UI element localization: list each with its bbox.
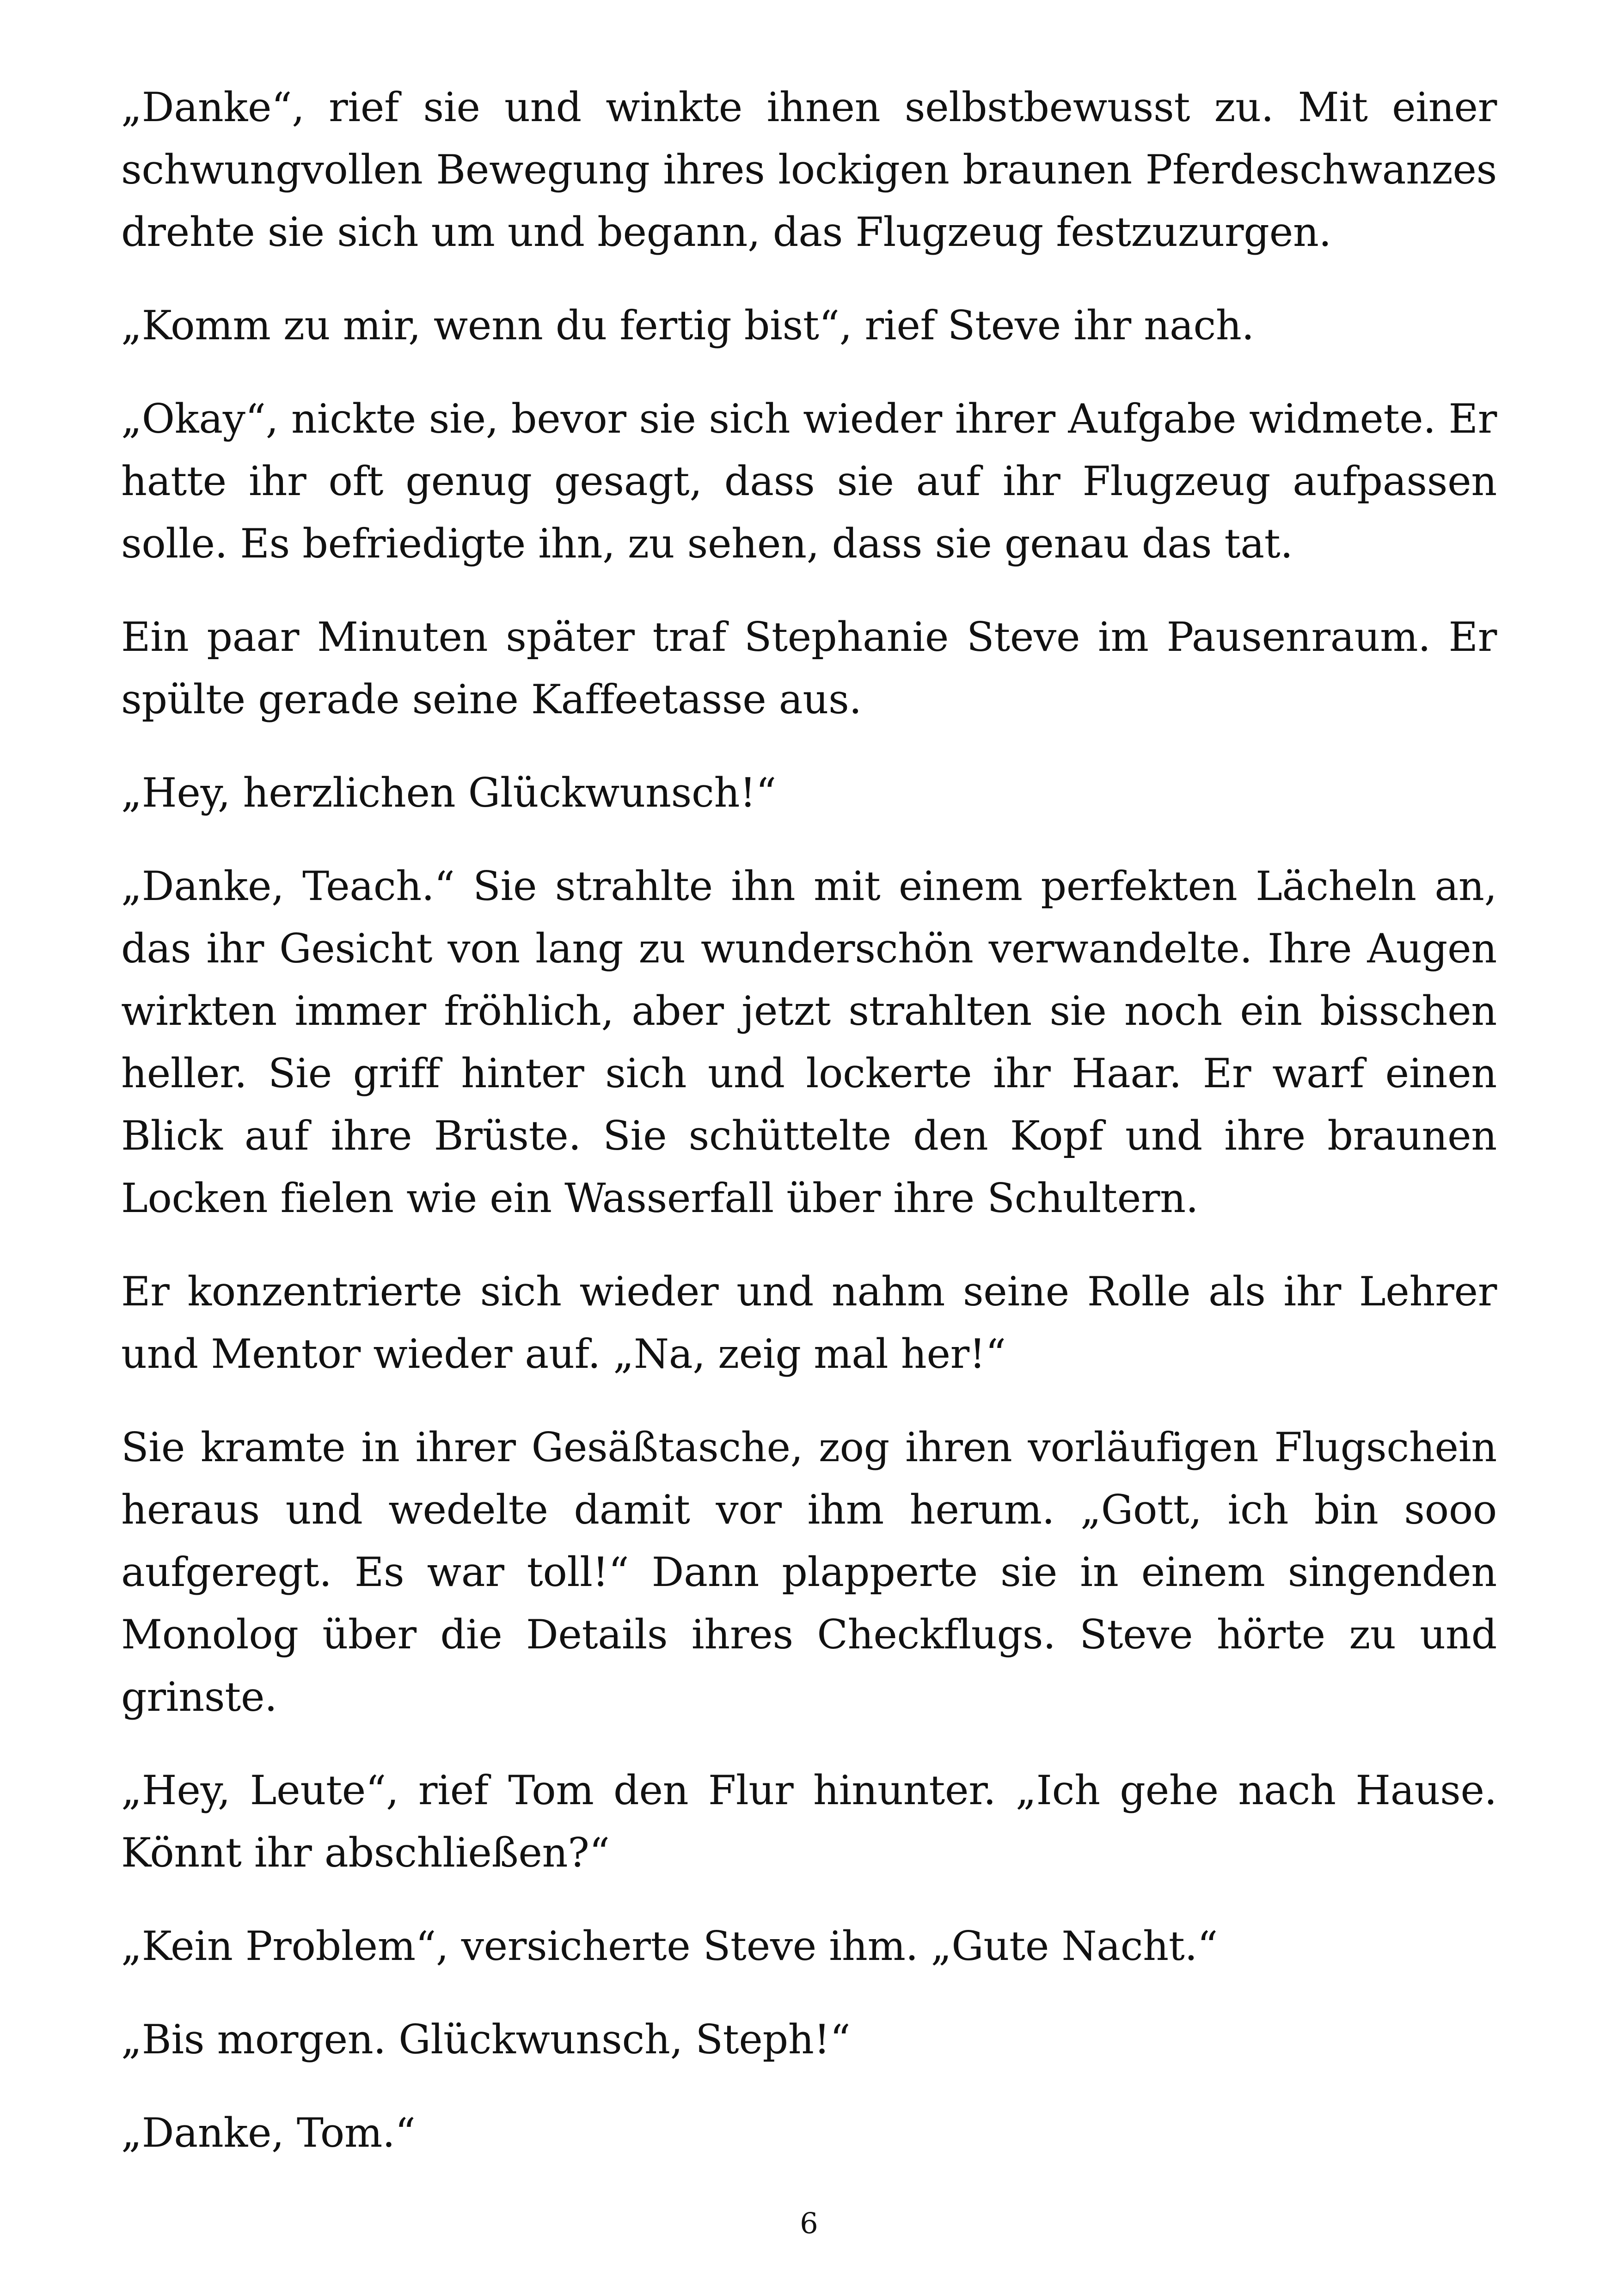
paragraph: „Hey, Leute“, rief Tom den Flur hinunter. „Ich gehe nach Hause. Könnt ihr abschließen?“ [121,1767,1497,1876]
paragraph: „Bis morgen. Glückwunsch, Steph!“ [121,2016,851,2063]
paragraph: „Hey, herzlichen Glückwunsch!“ [121,769,777,816]
paragraph: „Kein Problem“, versicherte Steve ihm. „Gute Nacht.“ [121,1923,1218,1970]
paragraph: „Danke, Teach.“ Sie strahlte ihn mit einem perfekten Lächeln an, das ihr Gesicht von lang zu wunderschön verwandelte. Ihre Augen wirkten immer fröhlich, aber jetzt strahlten sie noch ein bisschen heller. Sie griff hinter sich und lockerte ihr Haar. Er warf einen Blick auf ihre Brüste. Sie schüttelte den Kopf und ihre braunen Locken fielen wie ein Wasserfall über ihre Schultern. [121,863,1497,1222]
document-page [121,76,1497,2164]
paragraph: Er konzentrierte sich wieder und nahm seine Rolle als ihr Lehrer und Mentor wieder auf. „Na, zeig mal her!“ [121,1268,1497,1378]
paragraph: „Danke“, rief sie und winkte ihnen selbstbewusst zu. Mit einer schwungvollen Bewegung ihres lockigen braunen Pferdeschwanzes drehte sie sich um und begann, das Flugzeug festzuzurgen. [121,84,1497,256]
paragraph: Ein paar Minuten später traf Stephanie Steve im Pausenraum. Er spülte gerade seine Kaffeetasse aus. [121,613,1497,723]
paragraph: „Komm zu mir, wenn du fertig bist“, rief Steve ihr nach. [121,302,1255,349]
page-number: 6 [800,2206,818,2240]
paragraph: Sie kramte in ihrer Gesäßtasche, zog ihren vorläufigen Flugschein heraus und wedelte damit vor ihm herum. „Gott, ich bin sooo aufgeregt. Es war toll!“ Dann plapperte sie in einem singenden Monolog über die Details ihres Checkflugs. Steve hörte zu und grinste. [121,1424,1497,1720]
paragraph: „Danke, Tom.“ [121,2109,416,2156]
paragraph: „Okay“, nickte sie, bevor sie sich wieder ihrer Aufgabe widmete. Er hatte ihr oft genug gesagt, dass sie auf ihr Flugzeug aufpassen solle. Es befriedigte ihn, zu sehen, dass sie genau das tat. [121,395,1497,567]
